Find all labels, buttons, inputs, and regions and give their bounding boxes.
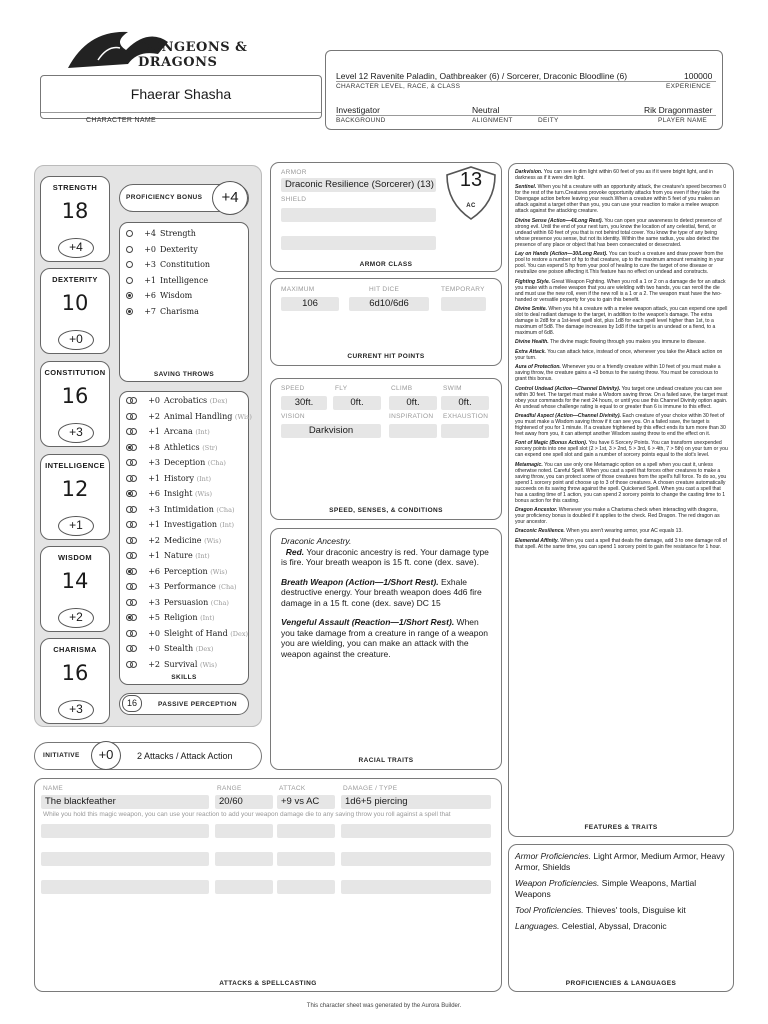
feature: Lay on Hands (Action—30/Long Rest). You can touch a creature and draw power from the pool to restore a number of hp to that creature, up to the maximum amount remaining in your pool. You can expend 5 hp from your pool of healing to cure the target of one disease or neutralize one poison affecting it.This feature has no effect on undead and constructs. xyxy=(515,251,724,276)
hp-max-field[interactable]: 106 xyxy=(281,297,339,311)
dnd-logo xyxy=(58,20,328,72)
ability-modifier: +0 xyxy=(58,330,94,350)
class-level-label: CHARACTER LEVEL, RACE, & CLASS xyxy=(336,83,461,90)
player-name-label: PLAYER NAME xyxy=(658,117,708,124)
armor-label: ARMOR xyxy=(281,169,307,176)
experience-label: EXPERIENCE xyxy=(666,83,711,90)
hp-max-label: MAXIMUM xyxy=(281,286,315,293)
saving-throw-wisdom[interactable]: +6 Wisdom xyxy=(126,291,242,307)
player-name[interactable]: Rik Dragonmaster xyxy=(644,105,713,115)
ability-wisdom xyxy=(40,546,110,632)
attacks-per-action: 2 Attacks / Attack Action xyxy=(137,751,233,761)
speed-senses-panel xyxy=(270,378,502,520)
speed-label: SPEED xyxy=(281,385,305,392)
features-traits-panel xyxy=(508,163,734,837)
passive-perception xyxy=(119,693,249,715)
ability-name: STRENGTH xyxy=(52,183,98,192)
hit-points-panel xyxy=(270,278,502,366)
class-level[interactable]: Level 12 Ravenite Paladin, Oathbreaker (6) / Sorcerer, Draconic Bloodline (6) xyxy=(336,71,628,81)
passive-perception-value[interactable]: 16 xyxy=(122,695,142,712)
shield-label: SHIELD xyxy=(281,196,307,203)
skill-sleight-of-hand[interactable]: +0 Sleight of Hand (Dex) xyxy=(126,629,244,645)
attack-range-field-empty[interactable] xyxy=(215,852,273,866)
temp-hp-field[interactable] xyxy=(441,297,486,311)
attack-damage-field-empty[interactable] xyxy=(341,852,491,866)
fly-field[interactable]: 0ft. xyxy=(333,396,381,410)
feature: Font of Magic (Bonus Action). You have 6 Sorcery Points. You can transform unexpended sorcery points into one spell slot (2 > 1st, 3 > 2nd, 5 > 3rd, 6 > 4th, 7 > 5th) on your turn or you can expend one spell slot and gain a number of sorcery points equal to the slot's level. xyxy=(515,440,728,459)
climb-label: CLIMB xyxy=(391,385,413,392)
proficiency-dot-icon xyxy=(126,230,133,237)
attack-name-field-empty[interactable] xyxy=(41,880,209,894)
armor-class-caption: ARMOR CLASS xyxy=(359,261,413,268)
ability-intelligence xyxy=(40,454,110,540)
ability-name: DEXTERITY xyxy=(52,275,98,284)
saving-throws-caption: SAVING THROWS xyxy=(153,371,215,378)
armor-class-short-label: AC xyxy=(466,203,476,209)
deity-label: DEITY xyxy=(538,117,559,124)
inspiration-label: INSPIRATION xyxy=(389,413,434,420)
feature: Elemental Affinity. When you cast a spell that deals fire damage, add 3 to one damage roll of that spell. At the same time, you can spend 1 sorcery point to gain fire resistance for 1 hour. xyxy=(515,537,727,550)
armor-field[interactable]: Draconic Resilience (Sorcerer) (13) xyxy=(281,178,436,192)
skill-history[interactable]: +1 History (Int) xyxy=(126,474,244,490)
fly-label: FLY xyxy=(335,385,348,392)
skill-athletics[interactable]: +8 Athletics (Str) xyxy=(126,443,244,459)
skill-stealth[interactable]: +0 Stealth (Dex) xyxy=(126,644,244,660)
ability-constitution xyxy=(40,361,110,447)
skill-animal-handling[interactable]: +2 Animal Handling (Wis) xyxy=(126,412,244,428)
proficiency-dot-filled-icon xyxy=(126,308,133,315)
feature: Control Undead (Action—Channel Divinity). You target one undead creature you can see within 30 feet. The target must make a Wisdom saving throw. On a failed save, the target must obey your commands for the next 24 hours, or until you use this Channel Divinity option again. An undead whose challenge rating is equal to or greater than 6 is immune to this effect. xyxy=(515,385,728,410)
skill-persuasion[interactable]: +3 Persuasion (Cha) xyxy=(126,598,244,614)
passive-perception-label: PASSIVE PERCEPTION xyxy=(158,701,237,708)
skill-insight[interactable]: +6 Insight (Wis) xyxy=(126,489,244,505)
ability-modifier: +2 xyxy=(58,608,94,628)
attack-bonus-header: ATTACK xyxy=(279,785,306,792)
initiative-box xyxy=(34,742,262,770)
swim-label: SWIM xyxy=(443,385,462,392)
feature: Divine Health. The divine magic flowing through you makes you immune to disease. xyxy=(515,339,706,346)
character-name[interactable]: Fhaerar Shasha xyxy=(130,86,232,102)
vision-field[interactable]: Darkvision xyxy=(281,424,381,438)
saving-throws-panel xyxy=(119,222,249,382)
feature: Divine Smite. When you hit a creature with a melee weapon attack, you can expend one spell slot to deal radiant damage to the target, in addition to the weapon's damage. The extra damage is 2d8 for a 1st-level spell slot, plus 1d8 for each spell level higher than 1st, to a maximum of 5d8. The damage increases by 1d8 if the target is an undead or a fiend, to a maximum of 6d8. xyxy=(515,305,728,336)
character-name-label: CHARACTER NAME xyxy=(86,117,156,124)
proficiency-entry: Armor Proficiencies. Light Armor, Medium Armor, Heavy Armor, Shields xyxy=(515,851,725,872)
skill-survival[interactable]: +2 Survival (Wis) xyxy=(126,660,244,676)
exhaustion-label: EXHAUSTION xyxy=(443,413,489,420)
racial-trait: Vengeful Assault (Reaction—1/Short Rest). When you take damage from a creature in range of a weapon you are wielding, you can make an attack with the weapon against the creature. xyxy=(281,617,488,659)
proficiency-dot-icon xyxy=(126,261,133,268)
attack-name-field-empty[interactable] xyxy=(41,852,209,866)
armor-class-panel xyxy=(270,162,502,272)
hit-dice-field[interactable]: 6d10/6d6 xyxy=(349,297,429,311)
feature: Dreadful Aspect (Action—Channel Divinity). Each creature of your choice within 30 feet of you must make a Wisdom saving throw if it can see you. On a failed save, the target is frightened of you for 1 minute. If a creature frightened by this effect ends its turn more than 30 feet away from you, it can attempt another Wisdom saving throw to end the effect on it. xyxy=(515,412,726,437)
proficiency-dot-icon xyxy=(126,277,133,284)
skill-nature[interactable]: +1 Nature (Int) xyxy=(126,551,244,567)
skills-caption: SKILLS xyxy=(171,674,197,681)
attack-damage-field-empty[interactable] xyxy=(341,824,491,838)
racial-trait: Draconic Ancestry. Red. Your draconic ancestry is red. Your damage type is fire. Your breath weapon is 15 ft. cone (dex. save). xyxy=(281,536,489,567)
skill-medicine[interactable]: +2 Medicine (Wis) xyxy=(126,536,244,552)
attack-damage-field[interactable]: 1d6+5 piercing xyxy=(341,795,491,809)
character-info-box xyxy=(325,50,723,130)
skill-deception[interactable]: +3 Deception (Cha) xyxy=(126,458,244,474)
ability-modifier: +1 xyxy=(58,516,94,536)
ability-name: CONSTITUTION xyxy=(44,368,106,377)
background-label: BACKGROUND xyxy=(336,117,386,124)
attack-name-field[interactable]: The blackfeather xyxy=(41,795,209,809)
ability-score[interactable]: 10 xyxy=(61,291,89,315)
proficiency-bonus-value[interactable]: +4 xyxy=(212,181,248,215)
feature: Metamagic. You can use only one Metamagic option on a spell when you cast it, unless otherwise noted. Careful Spell. When you cast a spell that forces other creatures to make a saving throw, you can protect some of those creatures from the spell's full force. To do so, you spend 1 sorcery point and choose up to 3 of those creatures. A chosen creature automatically succeeds on its saving throw against the spell. Quickened Spell. When you cast a spell that has a casting time of 1 action, you can spend 2 sorcery points to change the casting time to 1 bonus action for this casting. xyxy=(515,461,727,504)
racial-traits-caption: RACIAL TRAITS xyxy=(358,757,414,764)
skill-acrobatics[interactable]: +0 Acrobatics (Dex) xyxy=(126,396,244,412)
features-text xyxy=(515,169,728,553)
ability-modifier: +3 xyxy=(58,423,94,443)
features-traits-caption: FEATURES & TRAITS xyxy=(584,824,658,831)
feature: Extra Attack. You can attack twice, instead of once, whenever you take the Attack action on your turn. xyxy=(515,348,723,361)
attack-bonus-field-empty[interactable] xyxy=(277,824,335,838)
logo-text: DUNGEONS & DRAGONS xyxy=(138,40,248,70)
proficiency-dot-filled-icon xyxy=(126,292,133,299)
ability-name: WISDOM xyxy=(57,553,93,562)
ability-modifier: +4 xyxy=(58,238,94,258)
saving-throw-intelligence[interactable]: +1 Intelligence xyxy=(126,276,242,292)
temp-hp-label: TEMPORARY xyxy=(441,286,485,293)
speed-senses-caption: SPEED, SENSES, & CONDITIONS xyxy=(329,507,443,514)
attack-range-field[interactable]: 20/60 xyxy=(215,795,273,809)
proficiency-bonus xyxy=(119,184,249,212)
feature: Fighting Style. Great Weapon Fighting. When you roll a 1 or 2 on a damage die for an attack you make with a melee weapon that you are wielding with two hands, you can reroll the die and must use the new roll, even if the new roll is a 1 or a 2. The weapon must have the two-handed or versatile property for you to gain this benefit. xyxy=(515,278,726,303)
hit-dice-label: HIT DICE xyxy=(369,286,400,293)
ability-name: CHARISMA xyxy=(53,645,97,654)
experience[interactable]: 100000 xyxy=(684,71,713,81)
armor-class-value[interactable]: 13 xyxy=(459,169,483,191)
saving-throw-strength[interactable]: +4 Strength xyxy=(126,229,242,245)
attack-bonus-field[interactable]: +9 vs AC xyxy=(277,795,335,809)
attack-range-field-empty[interactable] xyxy=(215,880,273,894)
racial-trait: Breath Weapon (Action—1/Short Rest). Exhale destructive energy. Your breath weapon does 4d6 fire damage in a 15 ft. cone (dex. save) DC 15 xyxy=(281,576,482,608)
initiative-label: INITIATIVE xyxy=(43,752,80,759)
attacks-spellcasting-caption: ATTACKS & SPELLCASTING xyxy=(219,980,317,987)
attack-note: While you hold this magic weapon, you can use your reaction to add your weapon damage die to any saving throw you roll against a spell that xyxy=(43,811,451,818)
ability-modifier: +3 xyxy=(58,700,94,720)
character-name-banner xyxy=(40,75,322,119)
attack-bonus-field-empty[interactable] xyxy=(277,880,335,894)
alignment[interactable]: Neutral xyxy=(472,105,500,115)
proficiencies-languages-caption: PROFICIENCIES & LANGUAGES xyxy=(565,980,677,987)
ability-score[interactable]: 16 xyxy=(61,661,89,685)
attack-name-header: NAME xyxy=(43,785,63,792)
feature: Darkvision. You can see in dim light within 60 feet of you as if it were bright light, and in darkness as if it were dim light. xyxy=(515,169,713,181)
racial-traits-text xyxy=(281,536,493,668)
saving-throw-constitution[interactable]: +3 Constitution xyxy=(126,260,242,276)
ability-strength xyxy=(40,176,110,262)
armor-extra-field[interactable] xyxy=(281,236,436,250)
attack-bonus-field-empty[interactable] xyxy=(277,852,335,866)
skill-performance[interactable]: +3 Performance (Cha) xyxy=(126,582,244,598)
feature: Sentinel. When you hit a creature with an opportunity attack, the creature's speed becomes 0 for the rest of the turn.Creatures provoke opportunity attacks from you even if they take the Disengage action before leaving your reach.When a creature within 5 feet of you makes an attack against a target other than you, you can use your reaction to make a melee weapon attack against the attacking creature. xyxy=(515,184,727,215)
proficiencies-text xyxy=(515,851,728,937)
attack-range-header: RANGE xyxy=(217,785,242,792)
ability-score[interactable]: 14 xyxy=(61,569,89,593)
proficiency-entry: Weapon Proficiencies. Simple Weapons, Martial Weapons xyxy=(515,878,697,899)
proficiencies-languages-panel xyxy=(508,844,734,992)
inspiration-field[interactable] xyxy=(389,424,437,438)
skills-panel xyxy=(119,391,252,685)
ability-name: INTELLIGENCE xyxy=(45,461,105,470)
shield-field[interactable] xyxy=(281,208,436,222)
ability-dexterity xyxy=(40,268,110,354)
feature: Divine Sense (Action—4/Long Rest). You can open your awareness to detect presence of strong evil. Until the end of your next turn, you know the location of any celestial, fiend, or undead within 60 feet of you that is not behind total cover. You know the type of any being whose presence you sense, but not its identity. Within the same radius, you also detect the presence of any place or object that has been consecrated or desecrated. xyxy=(515,217,722,248)
attack-damage-header: DAMAGE / TYPE xyxy=(343,785,398,792)
skill-intimidation[interactable]: +3 Intimidation (Cha) xyxy=(126,505,244,521)
current-hit-points-caption: CURRENT HIT POINTS xyxy=(347,353,425,360)
proficiency-bonus-label: PROFICIENCY BONUS xyxy=(126,194,203,201)
ability-score[interactable]: 18 xyxy=(61,199,89,223)
initiative-value[interactable]: +0 xyxy=(91,741,121,770)
climb-field[interactable]: 0ft. xyxy=(389,396,437,410)
ability-score[interactable]: 12 xyxy=(61,477,89,501)
saving-throw-dexterity[interactable]: +0 Dexterity xyxy=(126,245,242,261)
skill-arcana[interactable]: +1 Arcana (Int) xyxy=(126,427,244,443)
background[interactable]: Investigator xyxy=(336,105,380,115)
attack-range-field-empty[interactable] xyxy=(215,824,273,838)
alignment-label: ALIGNMENT xyxy=(472,117,513,124)
skill-perception[interactable]: +6 Perception (Wis) xyxy=(126,567,244,583)
attack-name-field-empty[interactable] xyxy=(41,824,209,838)
proficiency-entry: Languages. Celestial, Abyssal, Draconic xyxy=(515,921,667,931)
speed-field[interactable]: 30ft. xyxy=(281,396,327,410)
proficiency-dot-icon xyxy=(126,246,133,253)
exhaustion-field[interactable] xyxy=(441,424,489,438)
vision-label: VISION xyxy=(281,413,305,420)
feature: Draconic Resilience. When you aren't wearing armor, your AC equals 13. xyxy=(515,528,683,535)
skill-investigation[interactable]: +1 Investigation (Int) xyxy=(126,520,244,536)
skill-religion[interactable]: +5 Religion (Int) xyxy=(126,613,244,629)
feature: Dragon Ancestor. Whenever you make a Charisma check when interacting with dragons, your proficiency bonus is doubled if it applies to the check. Red Dragon. The red dragon as your ancestor. xyxy=(515,507,720,526)
proficiency-entry: Tool Proficiencies. Thieves' tools, Disguise kit xyxy=(515,905,686,915)
attack-damage-field-empty[interactable] xyxy=(341,880,491,894)
ability-charisma xyxy=(40,638,110,724)
feature: Aura of Protection. Whenever you or a friendly creature within 10 feet of you must make a saving throw, the creature gains a +3 bonus to the saving throw. You must be conscious to grant this bonus. xyxy=(515,364,721,383)
swim-field[interactable]: 0ft. xyxy=(441,396,489,410)
attacks-spellcasting-panel xyxy=(34,778,502,992)
ability-score[interactable]: 16 xyxy=(61,384,89,408)
saving-throw-charisma[interactable]: +7 Charisma xyxy=(126,307,242,323)
racial-traits-panel xyxy=(270,528,502,770)
footer-note: This character sheet was generated by the Aurora Builder. xyxy=(306,1003,462,1009)
